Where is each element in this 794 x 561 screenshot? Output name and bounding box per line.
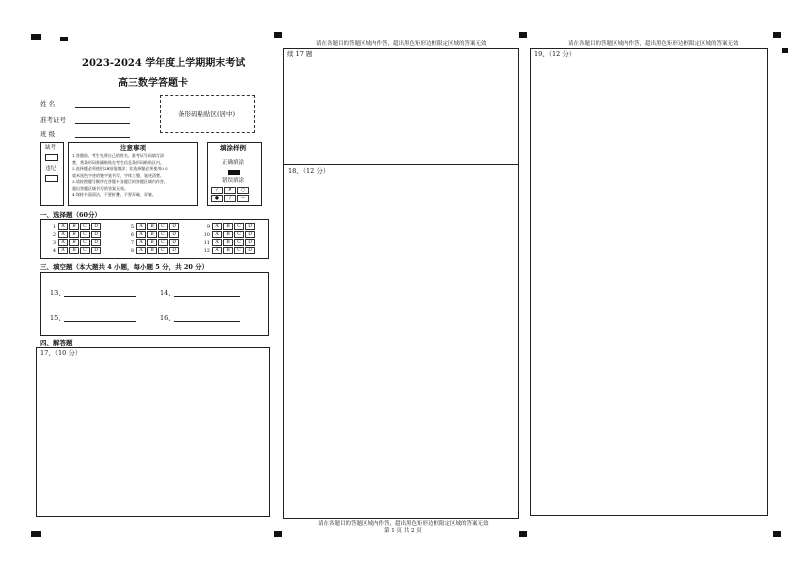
- wrong-fill-label: 错误填涂: [222, 178, 245, 184]
- mc-row[interactable]: 12 A B C D: [202, 246, 256, 254]
- q18-label: 18、（12 分）: [288, 167, 330, 175]
- blank-16-line[interactable]: [174, 321, 240, 322]
- violation-label: 违纪: [45, 166, 57, 172]
- timing-mark: [773, 32, 781, 38]
- mc-row[interactable]: 6 A B C D: [126, 230, 180, 238]
- mc-row[interactable]: 4 A B C D: [48, 246, 102, 254]
- violation-bubble[interactable]: [45, 175, 58, 182]
- absent-box: [40, 142, 64, 206]
- fill-blank-box: [40, 272, 269, 336]
- mc-row[interactable]: 10 A B C D: [202, 230, 256, 238]
- timing-mark: [274, 32, 282, 38]
- mc-row[interactable]: 9 A B C D: [202, 222, 256, 230]
- mc-row[interactable]: 8 A B C D: [126, 246, 180, 254]
- fill-example-title: 填涂样例: [220, 144, 246, 152]
- absent-label: 缺考: [45, 145, 57, 151]
- timing-mark: [31, 531, 41, 537]
- col2-bottom-note: 请在各题目的答题区域内作答，超出黑色矩形边框限定区域的答案无效: [318, 521, 489, 527]
- mc-row[interactable]: 5 A B C D: [126, 222, 180, 230]
- note-line: 楚，将条形码准确粘贴在考生信息条形码粘贴区内。: [72, 159, 164, 165]
- col2-answer-box: [283, 48, 519, 519]
- q19-label: 19、（12 分）: [534, 50, 576, 58]
- timing-mark: [274, 531, 282, 537]
- blank-13-line[interactable]: [64, 296, 136, 297]
- class-input-line[interactable]: [75, 137, 130, 138]
- wrong-fill-marks: ✓ ✗ ○ ● / —: [211, 187, 250, 203]
- timing-mark: [60, 37, 68, 41]
- note-line: 4.保持卡面清洁，不要折叠，不要弄破、弄皱。: [72, 192, 156, 197]
- name-input-line[interactable]: [75, 107, 130, 108]
- blank-15-label: 15、: [50, 314, 65, 322]
- timing-mark: [782, 48, 788, 53]
- mc-row[interactable]: 11 A B C D: [202, 238, 256, 246]
- barcode-label: 条形码粘贴区(居中): [178, 110, 236, 118]
- timing-mark: [31, 34, 41, 40]
- page-number: 第 1 页 共 2 页: [384, 528, 422, 534]
- card-subtitle: 高三数学答题卡: [118, 78, 188, 89]
- notes-title: 注意事项: [120, 144, 146, 152]
- mc-group-3: [202, 222, 256, 254]
- section3-label: 四、解答题: [40, 339, 73, 347]
- mc-row[interactable]: 1 A B C D: [48, 222, 102, 230]
- exam-number-label: 准考证号: [40, 116, 66, 124]
- absent-bubble[interactable]: [45, 154, 58, 161]
- correct-fill-label: 正确填涂: [222, 160, 245, 166]
- q18-divider: [283, 164, 519, 165]
- note-line: 毫米黑色字迹的签字笔书写，字体工整、笔迹清楚。: [72, 172, 164, 178]
- blank-13-label: 13、: [50, 289, 65, 297]
- exam-number-input-line[interactable]: [75, 123, 130, 124]
- note-line: 3.请按照题号顺序在答题卡各题目的答题区域内作答，: [72, 179, 168, 184]
- blank-16-label: 16、: [160, 314, 175, 322]
- timing-mark: [519, 32, 527, 38]
- blank-14-label: 14、: [160, 289, 175, 297]
- q19-answer-box[interactable]: [530, 48, 768, 516]
- class-label: 班 级: [40, 130, 56, 138]
- q17-label: 17、（10 分）: [40, 349, 82, 357]
- notes-list: [72, 153, 196, 199]
- mc-row[interactable]: 7 A B C D: [126, 238, 180, 246]
- note-line: 超出答题区域书写的答案无效。: [72, 185, 128, 191]
- mc-row[interactable]: 3 A B C D: [48, 238, 102, 246]
- note-line: 2.选择题必须使用2B铅笔填涂；非选择题必须使用0.5: [72, 166, 168, 171]
- section2-label: 三、填空题（本大题共 4 小题，每小题 5 分，共 20 分）: [40, 263, 209, 271]
- cont-17-label: 续 17 题: [287, 50, 313, 58]
- exam-title: 2023-2024 学年度上学期期末考试: [82, 58, 246, 69]
- col2-top-note: 请在各题目的答题区域内作答，超出黑色矩形边框限定区域的答案无效: [316, 41, 487, 47]
- mc-group-1: [48, 222, 102, 254]
- blank-14-line[interactable]: [174, 296, 240, 297]
- col3-top-note: 请在各题目的答题区域内作答，超出黑色矩形边框限定区域的答案无效: [568, 41, 739, 47]
- note-line: 1.答题前，考生先将自己的姓名、准考证号码填写清: [72, 153, 164, 158]
- blank-15-line[interactable]: [64, 321, 136, 322]
- mc-group-2: [126, 222, 180, 254]
- section1-label: 一、选择题（60分）: [40, 211, 102, 219]
- timing-mark: [773, 531, 781, 537]
- timing-mark: [519, 531, 527, 537]
- q17-answer-box[interactable]: [36, 347, 270, 517]
- correct-fill-mark: [228, 170, 240, 175]
- name-label: 姓 名: [40, 100, 56, 108]
- mc-row[interactable]: 2 A B C D: [48, 230, 102, 238]
